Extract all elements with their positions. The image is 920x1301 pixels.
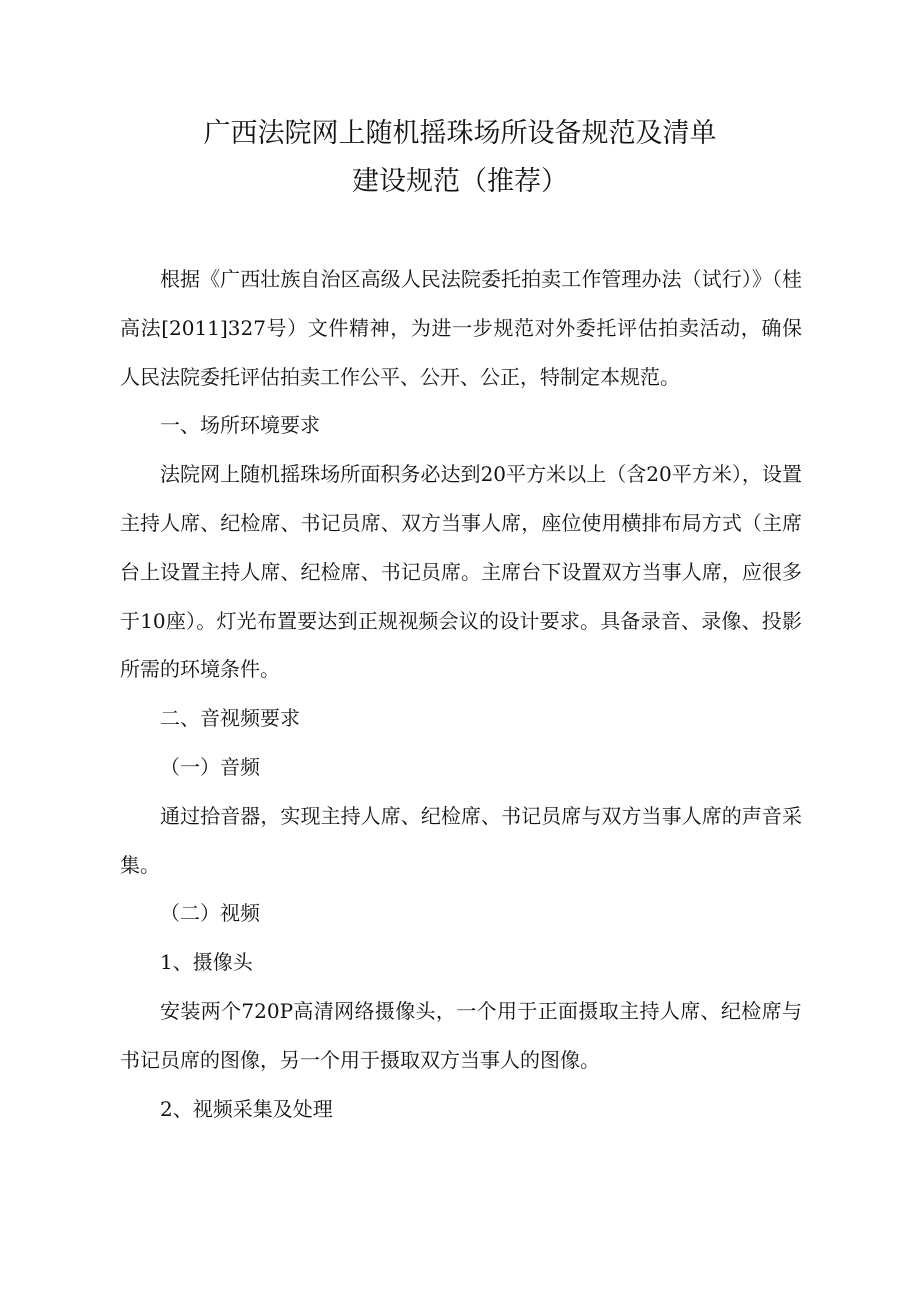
intro-paragraph: 根据《广西壮族自治区高级人民法院委托拍卖工作管理办法（试行）》（桂高法[2011]327号）文件精神，为进一步规范对外委托评估拍卖活动，确保人民法院委托评估拍卖工作公平、公开、公正，特制定本规范。 — [120, 267, 802, 389]
item-camera: 1、摄像头 — [160, 950, 253, 975]
subheading-audio: （一）音频 — [160, 754, 260, 779]
venue-paragraph: 法院网上随机摇珠场所面积务必达到20平方米以上（含20平方米），设置主持人席、纪检席、书记员席、双方当事人席，座位使用横排布局方式（主席台上设置主持人席、纪检席、书记员席。主席台下设置双方当事人席，应很多于10座）。灯光布置要达到正规视频会议的设计要求。具备录音、录像、投影所需的环境条件。 — [120, 462, 802, 682]
camera-paragraph: 安装两个720P高清网络摄像头，一个用于正面摄取主持人席、纪检席与书记员席的图像，另一个用于摄取双方当事人的图像。 — [120, 998, 802, 1072]
title-block — [0, 110, 920, 206]
section-heading-venue: 一、场所环境要求 — [160, 413, 320, 438]
item-video-processing: 2、视频采集及处理 — [160, 1096, 333, 1121]
subheading-video: （二）视频 — [160, 901, 260, 926]
document-title: 广西法院网上随机摇珠场所设备规范及清单 — [203, 118, 717, 149]
audio-paragraph: 通过拾音器，实现主持人席、纪检席、书记员席与双方当事人席的声音采集。 — [120, 803, 802, 877]
document-body — [120, 255, 802, 1133]
document-subtitle: 建设规范（推荐） — [352, 166, 568, 197]
section-heading-av: 二、音视频要求 — [160, 706, 300, 731]
